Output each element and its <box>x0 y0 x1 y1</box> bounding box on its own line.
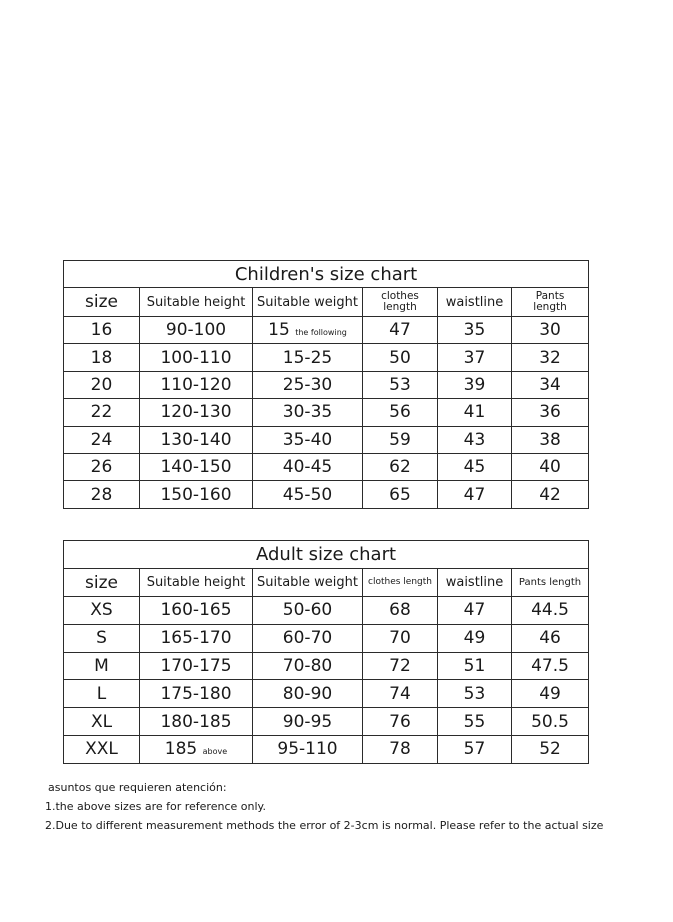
clothes-cell: 47 <box>363 317 438 344</box>
waist-cell: 47 <box>438 597 512 625</box>
waist-cell: 37 <box>438 344 512 371</box>
weight-cell: 50-60 <box>253 597 363 625</box>
size-cell: 24 <box>64 426 140 453</box>
clothes-cell: 72 <box>363 652 438 680</box>
pants-cell: 32 <box>512 344 589 371</box>
weight-cell: 15-25 <box>253 344 363 371</box>
waist-cell: 49 <box>438 624 512 652</box>
table-row <box>64 453 589 480</box>
weight-cell: 90-95 <box>253 708 363 736</box>
height-cell: 180-185 <box>140 708 253 736</box>
pants-cell: 52 <box>512 735 589 763</box>
clothes-cell: 78 <box>363 735 438 763</box>
children-chart-title: Children's size chart <box>64 261 589 288</box>
clothes-cell: 65 <box>363 481 438 508</box>
clothes-cell: 76 <box>363 708 438 736</box>
header-clothes-length: clothes length <box>363 288 438 317</box>
pants-cell: 42 <box>512 481 589 508</box>
weight-cell: 60-70 <box>253 624 363 652</box>
weight-cell: 70-80 <box>253 652 363 680</box>
height-cell: 165-170 <box>140 624 253 652</box>
size-cell: 28 <box>64 481 140 508</box>
pants-cell: 49 <box>512 680 589 708</box>
height-cell: 140-150 <box>140 453 253 480</box>
size-cell: 16 <box>64 317 140 344</box>
pants-cell: 47.5 <box>512 652 589 680</box>
height-cell: 150-160 <box>140 481 253 508</box>
table-row <box>64 680 589 708</box>
height-cell: 90-100 <box>140 317 253 344</box>
pants-cell: 36 <box>512 399 589 426</box>
size-cell: XXL <box>64 735 140 763</box>
waist-cell: 57 <box>438 735 512 763</box>
table-row <box>64 735 589 763</box>
pants-cell: 30 <box>512 317 589 344</box>
notes-section <box>45 778 603 835</box>
note-line-2: 2.Due to different measurement methods the error of 2-3cm is normal. Please refer to the actual size <box>45 819 604 832</box>
table-row <box>64 399 589 426</box>
table-row <box>64 317 589 344</box>
table-row <box>64 652 589 680</box>
notes-heading: asuntos que requieren atención: <box>48 781 227 794</box>
header-waistline: waistline <box>438 288 512 317</box>
size-cell: S <box>64 624 140 652</box>
pants-cell: 34 <box>512 371 589 398</box>
note-line-1: 1.the above sizes are for reference only. <box>45 800 266 813</box>
clothes-cell: 50 <box>363 344 438 371</box>
waist-cell: 39 <box>438 371 512 398</box>
weight-cell: 45-50 <box>253 481 363 508</box>
height-cell: 170-175 <box>140 652 253 680</box>
header-pants-length: Pants length <box>512 569 589 597</box>
waist-cell: 55 <box>438 708 512 736</box>
weight-cell: 80-90 <box>253 680 363 708</box>
size-cell: XS <box>64 597 140 625</box>
weight-value: 15 <box>268 320 290 341</box>
height-cell: 110-120 <box>140 371 253 398</box>
children-size-chart <box>63 260 589 509</box>
table-row <box>64 426 589 453</box>
table-row <box>64 371 589 398</box>
header-height: Suitable height <box>140 288 253 317</box>
height-cell <box>140 735 253 763</box>
waist-cell: 45 <box>438 453 512 480</box>
size-cell: 26 <box>64 453 140 480</box>
weight-cell: 30-35 <box>253 399 363 426</box>
clothes-cell: 74 <box>363 680 438 708</box>
height-cell: 130-140 <box>140 426 253 453</box>
waist-cell: 43 <box>438 426 512 453</box>
waist-cell: 47 <box>438 481 512 508</box>
size-cell: M <box>64 652 140 680</box>
size-cell: 20 <box>64 371 140 398</box>
header-size: size <box>64 569 140 597</box>
header-height: Suitable height <box>140 569 253 597</box>
height-cell: 175-180 <box>140 680 253 708</box>
height-note: above <box>202 747 228 757</box>
adult-size-chart <box>63 540 589 764</box>
waist-cell: 41 <box>438 399 512 426</box>
pants-cell: 38 <box>512 426 589 453</box>
header-size: size <box>64 288 140 317</box>
size-cell: XL <box>64 708 140 736</box>
size-cell: 18 <box>64 344 140 371</box>
table-row <box>64 624 589 652</box>
pants-cell: 40 <box>512 453 589 480</box>
table-row <box>64 481 589 508</box>
clothes-cell: 68 <box>363 597 438 625</box>
weight-cell: 40-45 <box>253 453 363 480</box>
table-row <box>64 708 589 736</box>
weight-cell <box>253 317 363 344</box>
waist-cell: 35 <box>438 317 512 344</box>
pants-cell: 50.5 <box>512 708 589 736</box>
clothes-cell: 70 <box>363 624 438 652</box>
waist-cell: 51 <box>438 652 512 680</box>
clothes-cell: 59 <box>363 426 438 453</box>
table-row <box>64 344 589 371</box>
size-cell: 22 <box>64 399 140 426</box>
clothes-cell: 56 <box>363 399 438 426</box>
weight-cell: 35-40 <box>253 426 363 453</box>
size-cell: L <box>64 680 140 708</box>
pants-cell: 44.5 <box>512 597 589 625</box>
header-weight: Suitable weight <box>253 569 363 597</box>
table-row <box>64 597 589 625</box>
height-cell: 160-165 <box>140 597 253 625</box>
height-cell: 100-110 <box>140 344 253 371</box>
waist-cell: 53 <box>438 680 512 708</box>
header-waistline: waistline <box>438 569 512 597</box>
pants-cell: 46 <box>512 624 589 652</box>
weight-note: the following <box>295 328 347 338</box>
weight-cell: 25-30 <box>253 371 363 398</box>
height-value: 185 <box>164 739 198 760</box>
height-cell: 120-130 <box>140 399 253 426</box>
clothes-cell: 62 <box>363 453 438 480</box>
header-clothes-length: clothes length <box>363 569 438 597</box>
weight-cell: 95-110 <box>253 735 363 763</box>
adult-chart-title: Adult size chart <box>64 541 589 569</box>
header-weight: Suitable weight <box>253 288 363 317</box>
clothes-cell: 53 <box>363 371 438 398</box>
header-pants-length: Pants length <box>512 288 589 317</box>
